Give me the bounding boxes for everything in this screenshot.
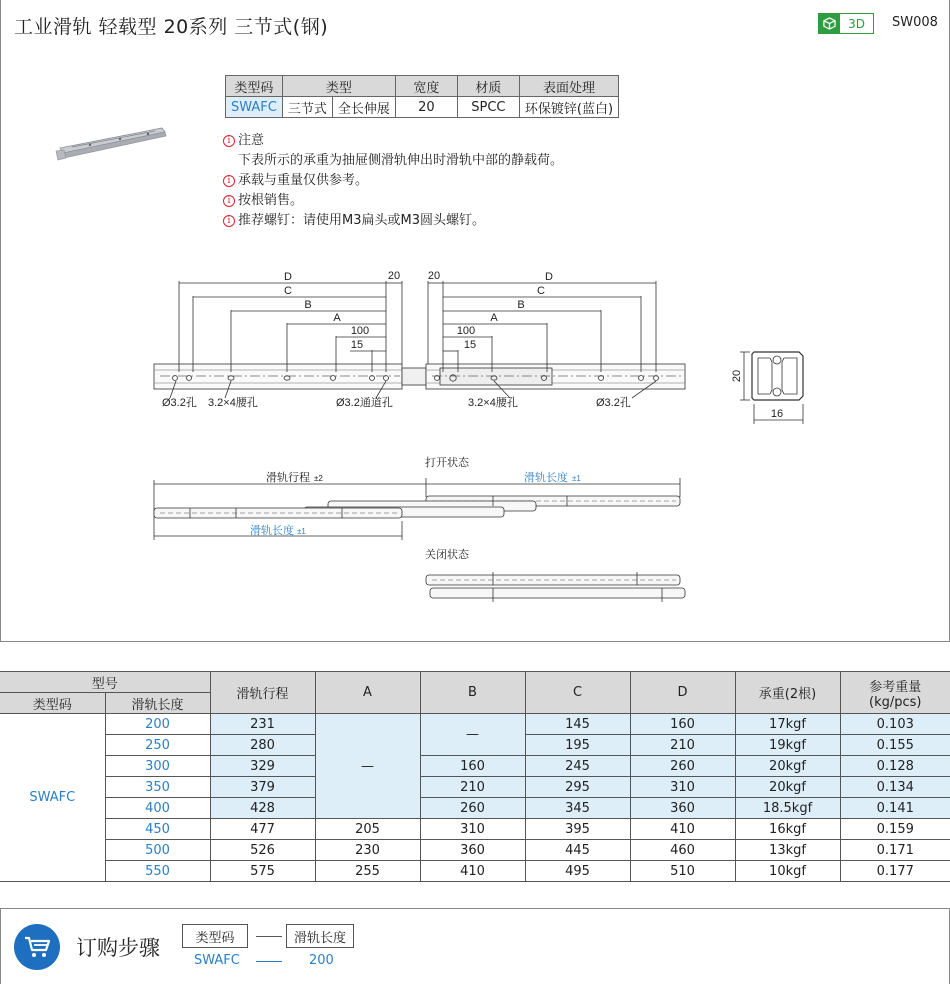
rail-length-label-top: 滑轨长度 — [524, 472, 568, 484]
dim-20-label-right: 20 — [427, 270, 441, 282]
length-cell[interactable]: 250 — [105, 735, 210, 756]
size-table — [0, 671, 950, 882]
note-1-text: 注意 — [238, 133, 265, 148]
weight-cell: 0.103 — [840, 714, 950, 735]
dim-a-label: A — [333, 312, 341, 324]
b-dash-cell: — — [420, 714, 525, 756]
spec-type-code[interactable]: SWAFC — [226, 97, 283, 118]
table-row — [0, 819, 950, 840]
through-hole-label: Ø3.2通道孔 — [336, 397, 393, 409]
length-cell[interactable]: 200 — [105, 714, 210, 735]
type-code-cell[interactable]: SWAFC — [0, 714, 105, 882]
stroke-cell: 575 — [210, 861, 315, 882]
load-cell: 19kgf — [735, 735, 840, 756]
load-cell: 20kgf — [735, 756, 840, 777]
info-icon: i — [223, 195, 235, 207]
open-state-label: 打开状态 — [425, 457, 469, 469]
open-state-view — [154, 455, 680, 540]
order-value-length: 200 — [309, 953, 334, 968]
info-icon: i — [223, 215, 235, 227]
cart-icon — [14, 924, 60, 970]
spec-material: SPCC — [457, 97, 519, 118]
length-cell[interactable]: 300 — [105, 756, 210, 777]
weight-cell: 0.155 — [840, 735, 950, 756]
note-1 — [223, 131, 563, 151]
header-type-code: 类型码 — [0, 693, 105, 714]
header-weight — [840, 672, 950, 714]
dim-a-label-right: A — [490, 312, 498, 324]
table-row — [0, 756, 950, 777]
table-row — [0, 840, 950, 861]
length-cell[interactable]: 400 — [105, 798, 210, 819]
header-model: 型号 — [0, 672, 210, 693]
load-cell: 13kgf — [735, 840, 840, 861]
stroke-cell: 477 — [210, 819, 315, 840]
weight-cell: 0.171 — [840, 840, 950, 861]
dim-15-label-right: 15 — [463, 339, 477, 351]
dim-b-label-right: B — [517, 299, 525, 311]
b-cell: 160 — [420, 756, 525, 777]
spec-header-type-code: 类型码 — [226, 76, 283, 97]
load-cell: 20kgf — [735, 777, 840, 798]
b-cell: 360 — [420, 840, 525, 861]
spec-header-type: 类型 — [282, 76, 395, 97]
closed-state-label: 关闭状态 — [425, 549, 469, 561]
closed-state-view — [425, 547, 685, 602]
header-a: A — [315, 672, 420, 714]
page-title: 工业滑轨 轻载型 20系列 三节式(钢) — [14, 16, 329, 38]
table-row — [0, 714, 950, 735]
dim-c-label: C — [284, 285, 292, 297]
dim-100-label-right: 100 — [456, 325, 476, 337]
spec-width: 20 — [395, 97, 457, 118]
header-load: 承重(2根) — [735, 672, 840, 714]
c-cell: 495 — [525, 861, 630, 882]
length-cell[interactable]: 550 — [105, 861, 210, 882]
length-cell[interactable]: 350 — [105, 777, 210, 798]
slot-label-right: 3.2×4腰孔 — [468, 397, 518, 409]
table-row — [0, 798, 950, 819]
weight-cell: 0.134 — [840, 777, 950, 798]
spec-table — [225, 75, 619, 118]
header-c: C — [525, 672, 630, 714]
stroke-cell: 526 — [210, 840, 315, 861]
length-cell[interactable]: 500 — [105, 840, 210, 861]
order-box-type-code: 类型码 — [182, 924, 248, 948]
d-cell: 260 — [630, 756, 735, 777]
note-2 — [223, 171, 563, 191]
c-cell: 445 — [525, 840, 630, 861]
dim-c-label-right: C — [537, 285, 545, 297]
table-row — [0, 777, 950, 798]
header-stroke: 滑轨行程 — [210, 672, 315, 714]
right-rail-view — [426, 270, 685, 409]
slot-label-left: 3.2×4腰孔 — [208, 397, 258, 409]
spec-type-b: 全长伸展 — [332, 97, 395, 118]
note-3 — [223, 191, 563, 211]
weight-cell: 0.159 — [840, 819, 950, 840]
note-4 — [223, 211, 563, 231]
d-cell: 210 — [630, 735, 735, 756]
header-weight-unit: (kg/pcs) — [869, 694, 922, 710]
c-cell: 245 — [525, 756, 630, 777]
stroke-cell: 231 — [210, 714, 315, 735]
3d-label: 3D — [848, 16, 865, 31]
product-code: SW008 — [892, 15, 938, 30]
spec-surface: 环保镀锌(蓝白) — [519, 97, 618, 118]
header-weight-label: 参考重量 — [869, 679, 922, 695]
hole-label-left: Ø3.2孔 — [162, 397, 197, 409]
info-icon: i — [223, 175, 235, 187]
d-cell: 460 — [630, 840, 735, 861]
dim-20-label: 20 — [387, 270, 401, 282]
weight-cell: 0.177 — [840, 861, 950, 882]
b-cell: 310 — [420, 819, 525, 840]
weight-cell: 0.128 — [840, 756, 950, 777]
stroke-tol-label: ±2 — [314, 474, 323, 483]
length-cell[interactable]: 450 — [105, 819, 210, 840]
a-cell: 255 — [315, 861, 420, 882]
note-2-text: 承载与重量仅供参考。 — [238, 173, 369, 188]
stroke-cell: 428 — [210, 798, 315, 819]
section-height-label: 20 — [731, 369, 743, 383]
b-cell: 410 — [420, 861, 525, 882]
c-cell: 195 — [525, 735, 630, 756]
d-cell: 510 — [630, 861, 735, 882]
left-rail-view — [154, 270, 426, 409]
c-cell: 145 — [525, 714, 630, 735]
table-row — [0, 861, 950, 882]
info-icon: i — [223, 135, 235, 147]
spec-header-width: 宽度 — [395, 76, 457, 97]
stroke-cell: 280 — [210, 735, 315, 756]
stroke-cell: 329 — [210, 756, 315, 777]
stroke-cell: 379 — [210, 777, 315, 798]
order-title: 订购步骤 — [76, 936, 160, 960]
load-cell: 17kgf — [735, 714, 840, 735]
rail-length-tol-top: ±1 — [572, 474, 581, 483]
dim-15-label: 15 — [350, 339, 364, 351]
cross-section-view — [731, 352, 803, 424]
c-cell: 295 — [525, 777, 630, 798]
c-cell: 345 — [525, 798, 630, 819]
order-value-type-code: SWAFC — [194, 953, 240, 968]
dim-d-label-right: D — [545, 271, 553, 283]
note-4-text: 推荐螺钉：请使用M3扁头或M3圆头螺钉。 — [238, 213, 485, 228]
d-cell: 310 — [630, 777, 735, 798]
a-cell: 230 — [315, 840, 420, 861]
header-d: D — [630, 672, 735, 714]
order-box-length: 滑轨长度 — [286, 924, 354, 948]
spec-header-material: 材质 — [457, 76, 519, 97]
b-cell: 210 — [420, 777, 525, 798]
note-3-text: 按根销售。 — [238, 193, 304, 208]
rail-length-label-bottom: 滑轨长度 — [250, 525, 294, 537]
c-cell: 395 — [525, 819, 630, 840]
section-width-label: 16 — [770, 408, 784, 420]
spec-header-surface: 表面处理 — [519, 76, 618, 97]
a-cell: 205 — [315, 819, 420, 840]
d-cell: 360 — [630, 798, 735, 819]
load-cell: 18.5kgf — [735, 798, 840, 819]
weight-cell: 0.141 — [840, 798, 950, 819]
load-cell: 10kgf — [735, 861, 840, 882]
order-connector — [256, 936, 282, 937]
a-dash-cell: — — [315, 714, 420, 819]
d-cell: 410 — [630, 819, 735, 840]
product-photo — [56, 128, 166, 160]
dim-100-label: 100 — [350, 325, 370, 337]
spec-type-a: 三节式 — [282, 97, 332, 118]
d-cell: 160 — [630, 714, 735, 735]
b-cell: 260 — [420, 798, 525, 819]
dim-d-label: D — [284, 271, 292, 283]
dim-b-label: B — [304, 299, 312, 311]
hole-label-right: Ø3.2孔 — [596, 397, 631, 409]
header-b: B — [420, 672, 525, 714]
header-length: 滑轨长度 — [105, 693, 210, 714]
load-cell: 16kgf — [735, 819, 840, 840]
order-value-connector — [256, 961, 282, 962]
notes — [223, 131, 563, 231]
note-1-detail: 下表所示的承重为抽屉侧滑轨伸出时滑轨中部的静载荷。 — [238, 153, 564, 168]
rail-length-tol-bottom: ±1 — [297, 527, 306, 536]
stroke-label: 滑轨行程 — [266, 472, 310, 484]
